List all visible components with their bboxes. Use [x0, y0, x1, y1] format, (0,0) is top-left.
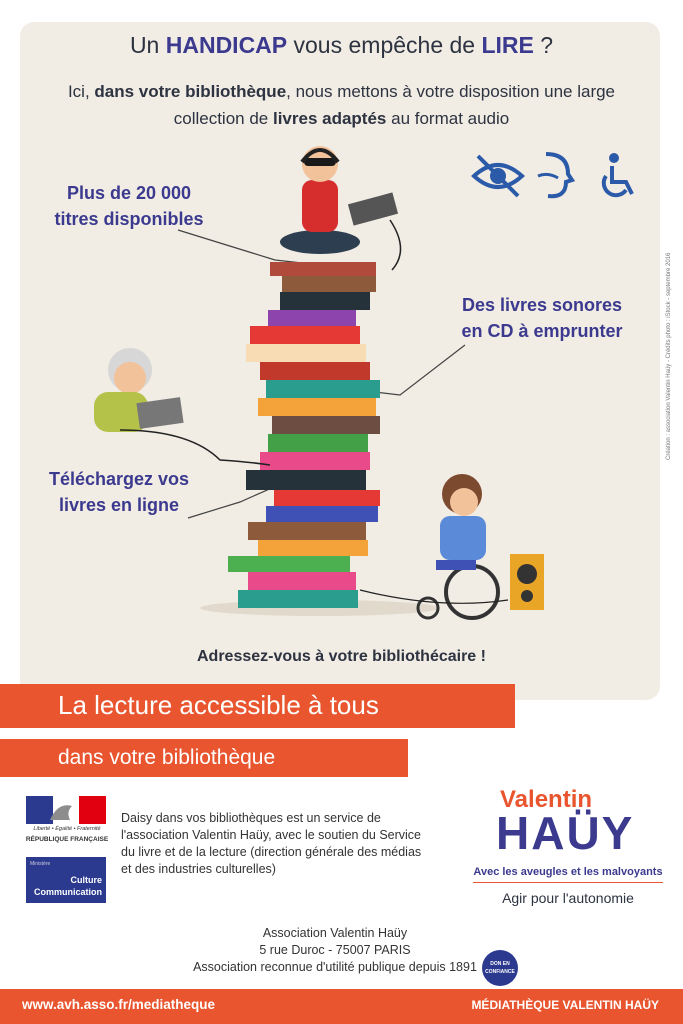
- republique-name: RÉPUBLIQUE FRANÇAISE: [25, 836, 109, 843]
- headline: Un HANDICAP vous empêche de LIRE ?: [129, 32, 554, 58]
- republique-motto: Liberté • Égalité • Fraternité: [33, 826, 101, 832]
- ministere-culture-logo: Ministère Culture Communication: [26, 857, 106, 903]
- callout-cds: Des livres sonores en CD à emprunter: [461, 295, 623, 341]
- vh-logo-valentin: Valentin: [500, 786, 593, 813]
- vh-logo-hauy: HAÜY: [496, 807, 635, 859]
- vh-subtitle: Avec les aveugles et les malvoyants: [473, 866, 663, 878]
- callout-titles: Plus de 20 000 titres disponibles: [54, 183, 204, 229]
- headline-handicap: HANDICAP: [165, 32, 288, 58]
- address-block: Association Valentin Haüy 5 rue Duroc - 75007 PARIS Association reconnue d'utilité publique depuis 1891: [193, 926, 477, 974]
- banner-in-library: dans votre bibliothèque: [0, 739, 408, 777]
- callout-download: Téléchargez vos livres en ligne: [48, 469, 190, 515]
- photo-credit: Création : association Valentin Haüy - Crédits photo : iStock - septembre 2016: [666, 252, 672, 460]
- speech-impairment-icon: [538, 154, 572, 196]
- vh-divider: [473, 882, 663, 883]
- visual-impairment-icon: [474, 156, 522, 196]
- footer-url-link[interactable]: www.avh.asso.fr/mediatheque: [22, 997, 216, 1012]
- intro-text: Ici, dans votre bibliothèque, nous mettons à votre disposition une large collection de livres adaptés au format audio: [67, 82, 616, 128]
- don-en-confiance-badge: DON EN CONFIANCE: [482, 950, 518, 986]
- wheelchair-icon: [604, 153, 632, 195]
- footer-label: MÉDIATHÈQUE VALENTIN HAÜY: [471, 998, 659, 1012]
- banner-accessible-reading: La lecture accessible à tous: [0, 684, 515, 728]
- vh-tagline: Agir pour l'autonomie: [502, 890, 634, 906]
- daisy-description: Daisy dans vos bibliothèques est un service de l'association Valentin Haüy, avec le soutien du Service du livre et de la lecture (direction générale des médias et des industries culturelles): [121, 811, 422, 876]
- ask-librarian: Adressez-vous à votre bibliothécaire !: [197, 648, 486, 665]
- headline-lire: LIRE: [481, 32, 534, 58]
- accessibility-icons: [468, 150, 648, 202]
- footer-bar: [0, 989, 683, 1024]
